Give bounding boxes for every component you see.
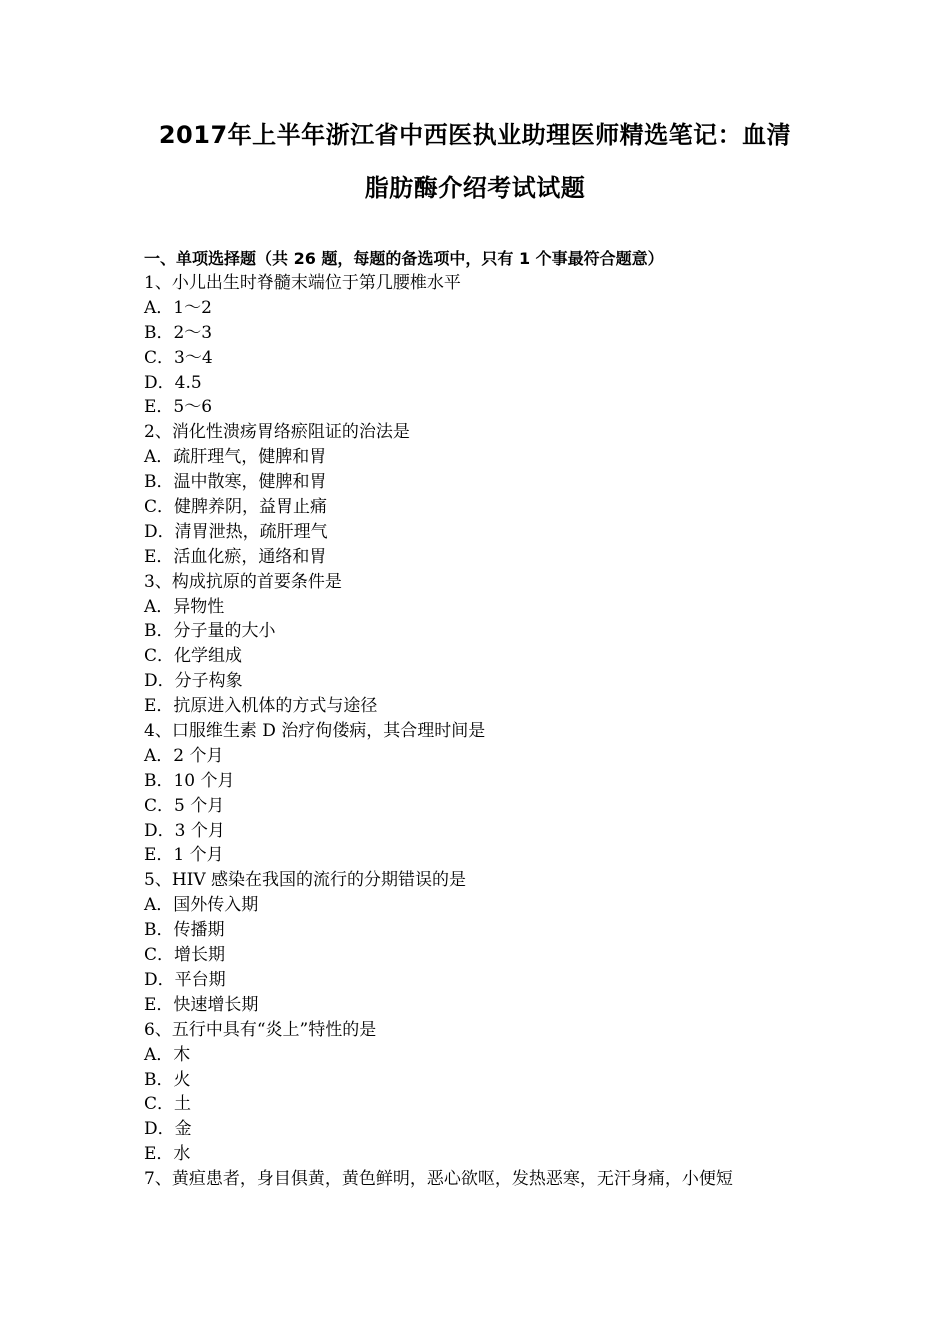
- question-stem: 3、构成抗原的首要条件是: [144, 571, 342, 592]
- option-c: C．3～4: [144, 347, 213, 368]
- option-b: B．传播期: [144, 920, 225, 941]
- option-d: D．清胃泄热，疏肝理气: [144, 521, 328, 542]
- document-title-line-1: 2017年上半年浙江省中西医执业助理医师精选笔记：血清: [158, 121, 792, 149]
- option-e: E．水: [144, 1144, 191, 1165]
- option-e: E．5～6: [144, 397, 213, 418]
- option-b: B．2～3: [144, 322, 213, 343]
- option-d: D．平台期: [144, 969, 226, 990]
- question-3: [144, 570, 824, 719]
- option-b: B．温中散寒，健脾和胃: [144, 472, 327, 493]
- option-c: C．化学组成: [144, 646, 243, 667]
- question-stem: 2、消化性溃疡胃络瘀阻证的治法是: [144, 422, 410, 443]
- question-2: [144, 420, 824, 569]
- question-stem: 1、小儿出生时脊髓末端位于第几腰椎水平: [144, 273, 461, 293]
- question-7-stem: 7、黄疸患者，身目俱黄，黄色鲜明，恶心欲呕，发热恶寒，无汗身痛，小便短: [144, 1169, 733, 1190]
- document-title-line-2: 脂肪酶介绍考试试题: [364, 174, 586, 202]
- option-d: D．金: [144, 1119, 192, 1140]
- option-e: E．活血化瘀，通络和胃: [144, 546, 327, 567]
- question-6: [144, 1018, 824, 1167]
- question-4: [144, 719, 824, 868]
- option-c: C．增长期: [144, 945, 226, 966]
- option-a: A．1～2: [144, 297, 212, 318]
- option-e: E．抗原进入机体的方式与途径: [144, 696, 378, 717]
- option-b: B．火: [144, 1069, 191, 1090]
- question-stem: 4、口服维生素 D 治疗佝偻病，其合理时间是: [144, 721, 486, 742]
- option-d: D．3 个月: [144, 820, 225, 841]
- question-1: [144, 271, 824, 420]
- option-b: B．分子量的大小: [144, 621, 276, 642]
- option-c: C．土: [144, 1094, 192, 1115]
- option-b: B．10 个月: [144, 770, 235, 791]
- option-e: E．快速增长期: [144, 994, 259, 1015]
- option-c: C．5 个月: [144, 795, 225, 816]
- document-body: [144, 246, 824, 1192]
- option-d: D．4.5: [144, 372, 202, 393]
- option-a: A．异物性: [144, 596, 225, 617]
- option-a: A．木: [144, 1044, 191, 1065]
- question-stem: 5、HIV 感染在我国的流行的分期错误的是: [144, 870, 467, 891]
- section-heading: 一、单项选择题（共 26 题，每题的备选项中，只有 1 个事最符合题意）: [144, 249, 664, 268]
- question-5: [144, 868, 824, 1017]
- option-a: A．疏肝理气，健脾和胃: [144, 447, 327, 468]
- option-c: C．健脾养阴，益胃止痛: [144, 497, 328, 518]
- question-stem: 6、五行中具有“炎上”特性的是: [144, 1019, 377, 1040]
- option-e: E．1 个月: [144, 845, 224, 866]
- option-d: D．分子构象: [144, 671, 243, 692]
- option-a: A．2 个月: [144, 745, 224, 766]
- option-a: A．国外传入期: [144, 895, 259, 916]
